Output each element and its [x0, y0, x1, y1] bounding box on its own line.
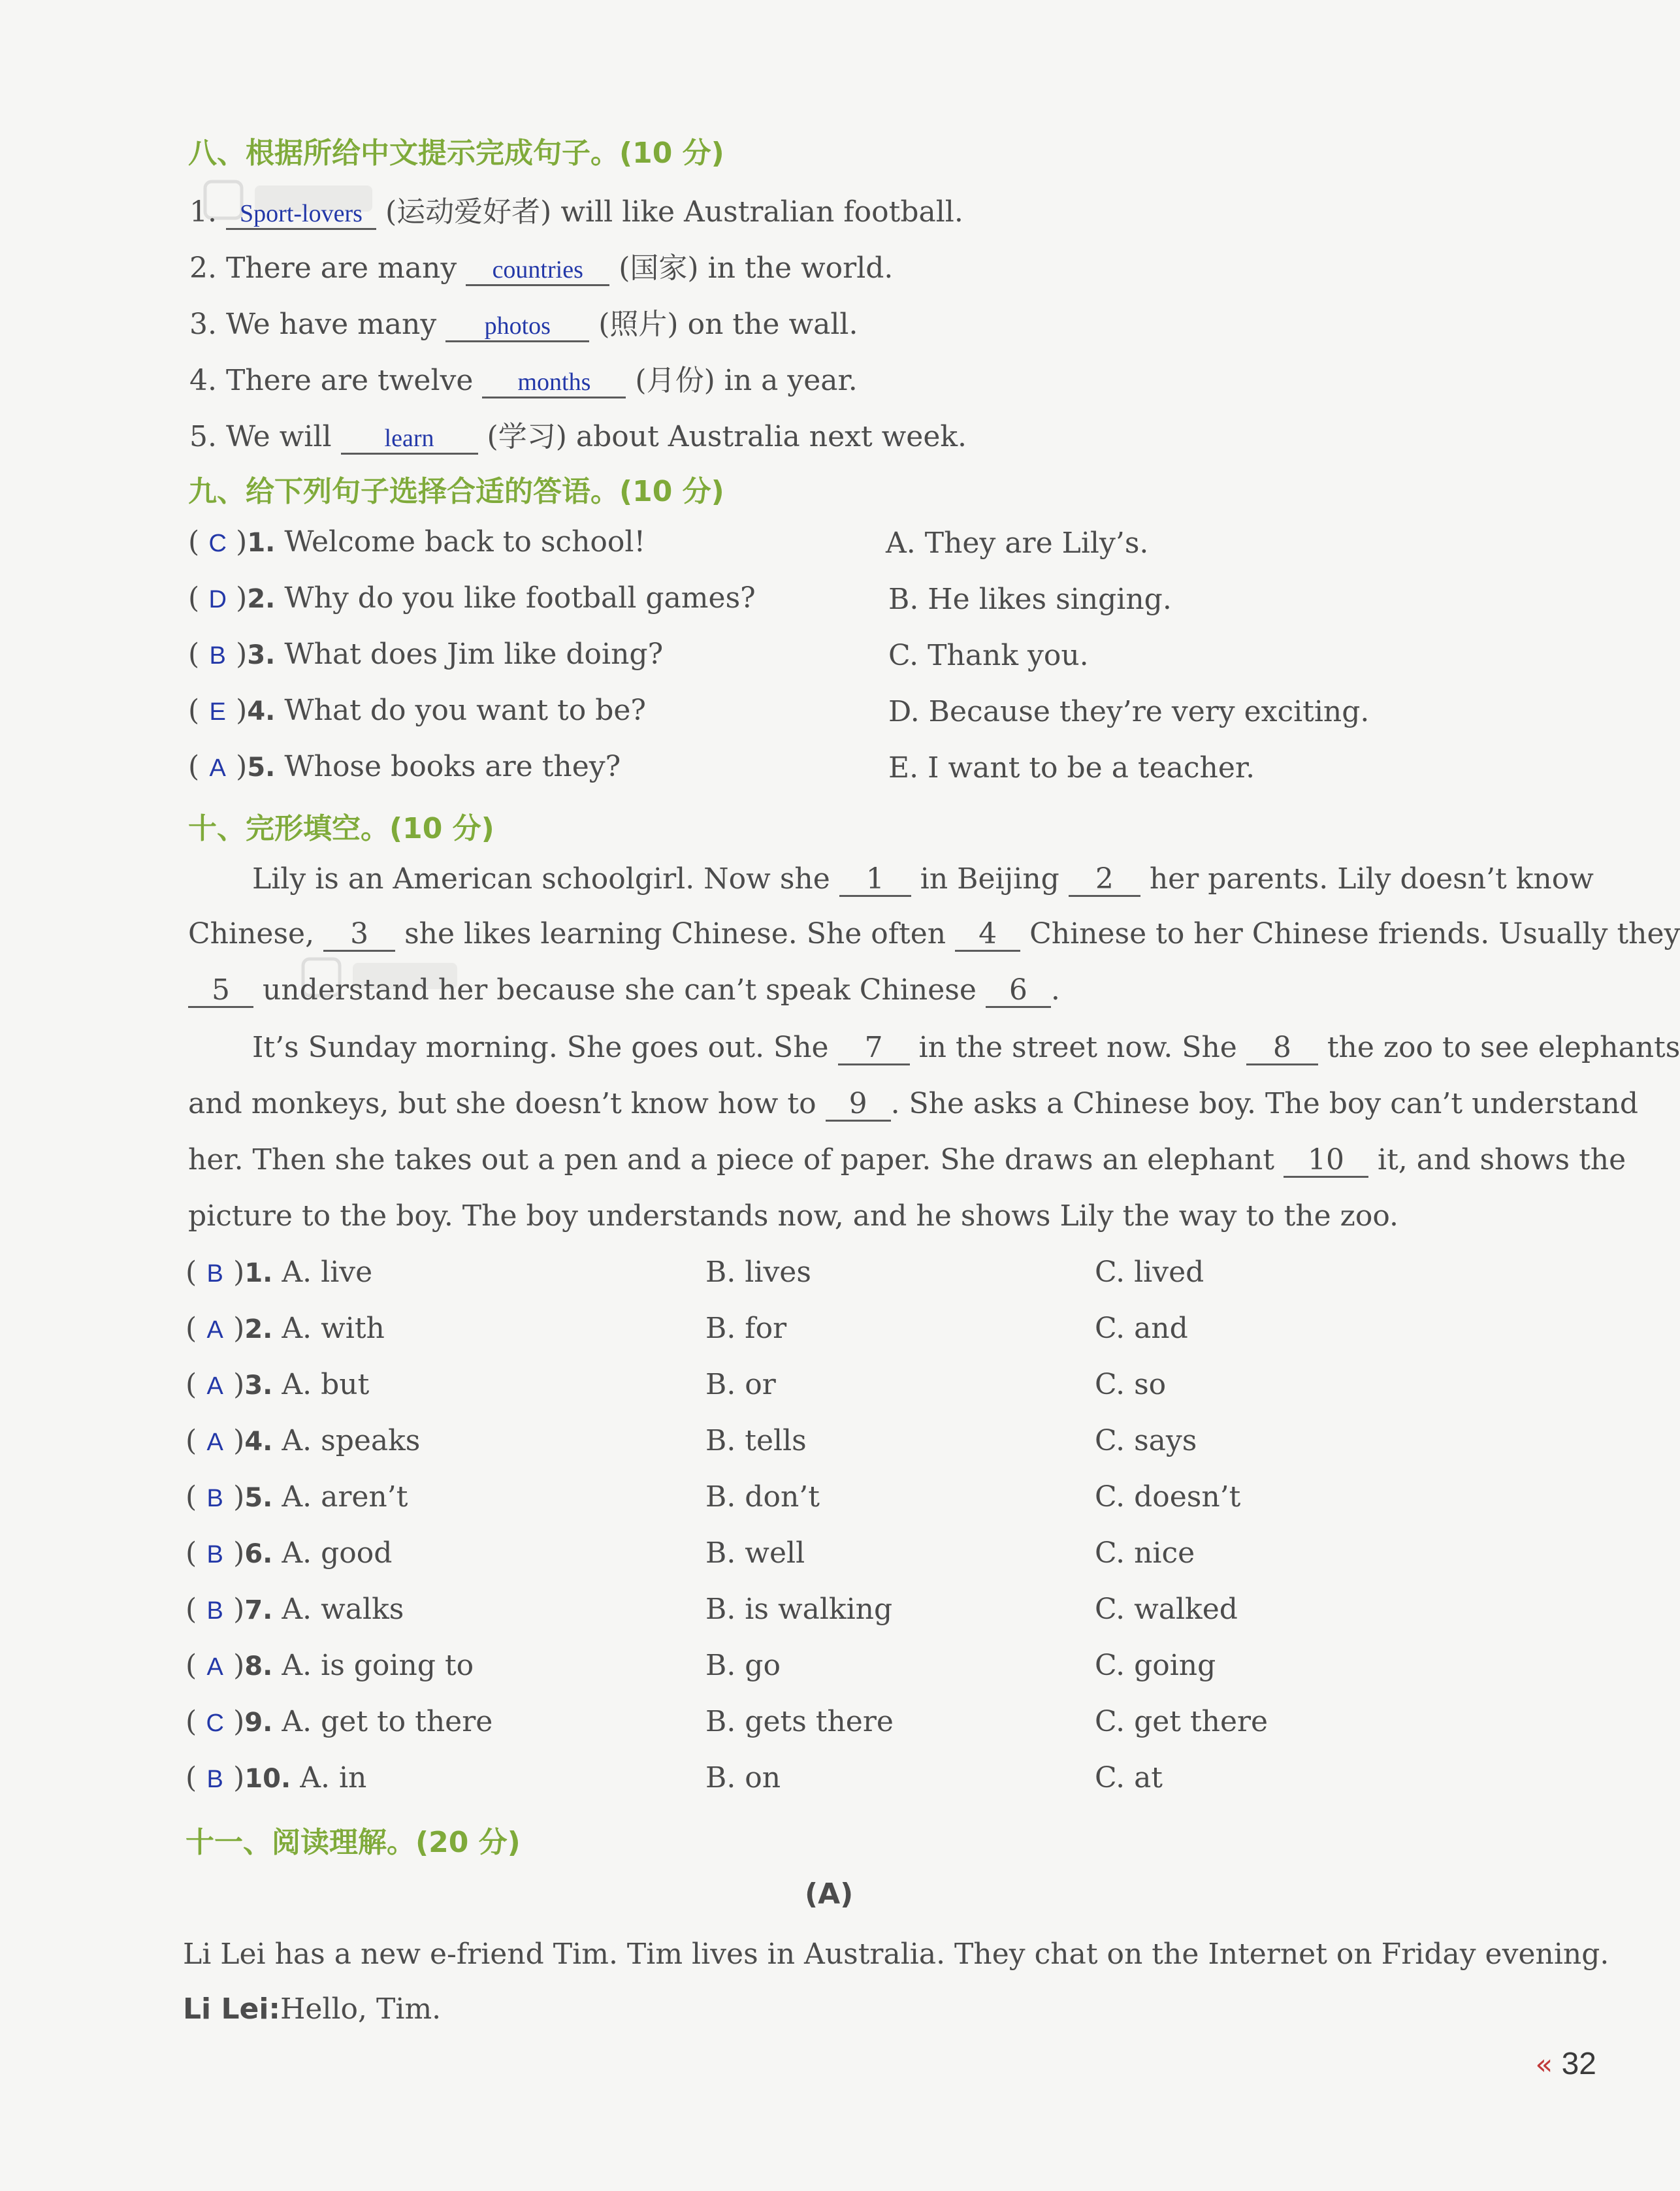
cloze-text: It’s Sunday morning. She goes out. She [252, 1031, 829, 1064]
cloze-option-row: ( A )2. A. with [186, 1312, 385, 1345]
s8-item-3-after: on the wall. [687, 308, 858, 341]
cloze-option-c: C. so [1095, 1368, 1167, 1401]
s8-item-4-num: 4. [189, 364, 217, 397]
cloze-text: Lily is an American schoolgirl. Now she [252, 862, 830, 896]
cloze-option-b: B. gets there [705, 1705, 894, 1738]
s8-item-5-after: about Australia next week. [575, 420, 967, 453]
cloze-item-num: 8. [244, 1651, 273, 1681]
page-number-tab [1535, 2046, 1596, 2082]
s9-answer-2: D [208, 586, 227, 613]
s8-item-4 [189, 357, 858, 398]
s8-item-3-blank [445, 309, 589, 342]
cloze-option-row: ( A )4. A. speaks [186, 1424, 421, 1457]
section-11-title: 十一、阅读理解。(20 分) [186, 1826, 521, 1859]
s8-item-4-hint: (月份) [635, 364, 715, 397]
s8-item-5-hint: (学习) [487, 420, 567, 453]
s9-answer-5: A [209, 755, 226, 782]
s9-question-4: ( E )4. What do you want to be? [188, 694, 647, 727]
s9-q4-text: What do you want to be? [284, 694, 647, 727]
cloze-answer: B [206, 1766, 223, 1793]
cloze-blank-2 [1069, 864, 1140, 897]
section-8-title: 八、根据所给中文提示完成句子。(10 分) [188, 137, 724, 170]
cloze-option-c: C. doesn’t [1095, 1480, 1241, 1514]
cloze-option-a: A. speaks [282, 1424, 421, 1457]
cloze-option-c: C. and [1095, 1312, 1188, 1345]
s8-item-3 [189, 300, 858, 342]
cloze-option-a: A. is going to [282, 1649, 474, 1682]
s8-item-4-before: There are twelve [225, 364, 474, 397]
s8-item-5-before: We will [225, 420, 332, 453]
s8-item-1-blank [226, 197, 376, 230]
cloze-option-a: A. but [282, 1368, 370, 1401]
s9-q5-num: 5. [247, 753, 276, 783]
s8-item-2-num: 2. [189, 252, 217, 285]
s9-question-2: ( D )2. Why do you like football games? [188, 581, 756, 615]
cloze-blank-1 [839, 864, 911, 897]
s8-item-2-blank [466, 253, 609, 286]
cloze-blank-6 [986, 975, 1051, 1008]
s9-option-e: E. I want to be a teacher. [888, 751, 1255, 785]
cloze-option-a: A. good [282, 1536, 393, 1570]
cloze-option-a: A. aren’t [282, 1480, 408, 1514]
cloze-p1-line3 [188, 973, 1060, 1008]
s9-answer-1: C [208, 530, 227, 557]
s8-item-3-num: 3. [189, 308, 217, 341]
cloze-blank-8 [1246, 1032, 1318, 1065]
cloze-option-row: ( A )3. A. but [186, 1368, 370, 1401]
passage-intro: Li Lei has a new e-friend Tim. Tim lives in Australia. They chat on the Internet on Friday evening. [183, 1938, 1609, 1971]
s8-item-5-answer: learn [384, 425, 434, 452]
cloze-option-c: C. lived [1095, 1256, 1204, 1289]
section-10-title: 十、完形填空。(10 分) [188, 812, 494, 845]
dialogue-line-1 [183, 1992, 441, 2026]
s8-item-2-before: There are many [225, 252, 457, 285]
cloze-option-a: A. in [300, 1761, 367, 1794]
cloze-blank-1-num: 1 [865, 862, 884, 896]
cloze-text: in the street now. She [918, 1031, 1237, 1064]
cloze-blank-8-num: 8 [1272, 1031, 1291, 1064]
cloze-blank-5 [188, 975, 253, 1008]
cloze-blank-7-num: 7 [864, 1031, 883, 1064]
cloze-option-a: A. with [282, 1312, 385, 1345]
s8-item-4-answer: months [517, 368, 591, 396]
cloze-p2-line1 [252, 1031, 1680, 1065]
s8-item-5-num: 5. [189, 420, 217, 453]
s9-q2-text: Why do you like football games? [284, 581, 756, 615]
cloze-answer: A [206, 1653, 223, 1681]
cloze-option-a: A. live [282, 1256, 373, 1289]
cloze-text: Chinese to her Chinese friends. Usually they [1029, 917, 1680, 950]
cloze-option-c: C. at [1095, 1761, 1163, 1794]
s8-item-3-before: We have many [225, 308, 437, 341]
cloze-option-c: C. nice [1095, 1536, 1195, 1570]
cloze-text: understand her because she can’t speak Chinese [263, 973, 977, 1007]
s9-option-b: B. He likes singing. [888, 583, 1172, 616]
s9-question-5: ( A )5. Whose books are they? [188, 750, 621, 783]
cloze-item-num: 7. [244, 1595, 273, 1625]
cloze-option-row: ( C )9. A. get to there [186, 1705, 493, 1738]
s8-item-2-answer: countries [492, 256, 583, 284]
cloze-blank-6-num: 6 [1009, 973, 1027, 1007]
cloze-answer: B [206, 1541, 223, 1568]
cloze-item-num: 4. [244, 1427, 273, 1457]
cloze-p1-line1 [252, 862, 1594, 897]
dialogue-text: Hello, Tim. [280, 1992, 442, 2026]
s8-item-2 [189, 244, 893, 286]
cloze-text: and monkeys, but she doesn’t know how to [188, 1087, 816, 1120]
section-9-title: 九、给下列句子选择合适的答语。(10 分) [188, 475, 724, 508]
s9-q1-text: Welcome back to school! [284, 525, 646, 559]
s9-question-1: ( C )1. Welcome back to school! [188, 525, 646, 559]
cloze-p2-line3 [188, 1143, 1626, 1178]
cloze-blank-3-num: 3 [350, 917, 369, 950]
s8-item-1 [189, 188, 963, 230]
s9-q2-num: 2. [247, 584, 276, 614]
cloze-p2-line4: picture to the boy. The boy understands now, and he shows Lily the way to the zoo. [188, 1199, 1399, 1233]
s8-item-4-blank [482, 365, 626, 398]
cloze-item-num: 1. [244, 1258, 273, 1288]
cloze-text: her. Then she takes out a pen and a piece of paper. She draws an elephant [188, 1143, 1275, 1177]
s9-q1-num: 1. [247, 528, 276, 558]
cloze-option-c: C. walked [1095, 1593, 1238, 1626]
speaker-name: Li Lei: [183, 1992, 280, 2026]
cloze-blank-10-num: 10 [1308, 1143, 1345, 1177]
cloze-option-b: B. well [705, 1536, 805, 1570]
s9-option-a: A. They are Lily’s. [886, 527, 1149, 560]
cloze-answer: A [206, 1316, 223, 1344]
s8-item-1-num: 1. [189, 195, 217, 229]
cloze-item-num: 5. [244, 1483, 273, 1513]
s9-q3-num: 3. [247, 640, 276, 670]
s9-answer-4: E [209, 698, 226, 726]
cloze-item-num: 2. [244, 1314, 273, 1344]
cloze-blank-4 [955, 918, 1020, 952]
double-chevron-left-icon: « [1535, 2048, 1553, 2081]
s8-item-2-after: in the world. [707, 252, 894, 285]
s8-item-5 [189, 413, 967, 455]
cloze-option-b: B. on [705, 1761, 781, 1794]
cloze-option-row: ( B )10. A. in [186, 1761, 367, 1794]
s8-item-4-after: in a year. [724, 364, 858, 397]
cloze-blank-7 [838, 1032, 910, 1065]
cloze-answer: A [206, 1429, 223, 1456]
s9-option-d: D. Because they’re very exciting. [888, 695, 1370, 728]
s9-question-3: ( B )3. What does Jim like doing? [188, 638, 664, 671]
cloze-blank-3 [323, 918, 395, 952]
cloze-text: in Beijing [920, 862, 1059, 896]
cloze-text: her parents. Lily doesn’t know [1149, 862, 1594, 896]
cloze-option-row: ( A )8. A. is going to [186, 1649, 474, 1682]
s8-item-3-hint: (照片) [598, 308, 679, 341]
cloze-text: she likes learning Chinese. She often [404, 917, 946, 950]
cloze-option-b: B. tells [705, 1424, 807, 1457]
s9-q5-text: Whose books are they? [284, 750, 621, 783]
cloze-option-row: ( B )7. A. walks [186, 1593, 404, 1626]
s9-answer-3: B [209, 642, 226, 670]
cloze-blank-10 [1284, 1144, 1368, 1178]
cloze-option-b: B. or [705, 1368, 776, 1401]
cloze-item-num: 6. [244, 1539, 273, 1569]
cloze-p2-line2 [188, 1087, 1638, 1122]
cloze-blank-5-num: 5 [212, 973, 230, 1007]
s8-item-5-blank [341, 421, 478, 455]
cloze-option-row: ( B )5. A. aren’t [186, 1480, 408, 1514]
cloze-answer: B [206, 1597, 223, 1625]
s9-q3-text: What does Jim like doing? [284, 638, 664, 671]
cloze-text: . She asks a Chinese boy. The boy can’t understand [890, 1087, 1638, 1120]
s8-item-1-hint: (运动爱好者) [385, 195, 552, 229]
cloze-text: it, and shows the [1378, 1143, 1626, 1177]
cloze-option-b: B. lives [705, 1256, 811, 1289]
s8-item-1-answer: Sport-lovers [240, 200, 363, 227]
s8-item-3-answer: photos [484, 312, 551, 340]
cloze-blank-4-num: 4 [978, 917, 997, 950]
cloze-answer: C [206, 1710, 224, 1737]
passage-subtitle: (A) [805, 1877, 854, 1911]
cloze-text: . [1050, 973, 1060, 1007]
cloze-blank-2-num: 2 [1095, 862, 1114, 896]
page-number: 32 [1561, 2047, 1596, 2081]
cloze-blank-9 [826, 1088, 891, 1122]
cloze-answer: B [206, 1260, 223, 1288]
cloze-text: Chinese, [188, 917, 315, 950]
cloze-item-num: 3. [244, 1371, 273, 1401]
cloze-option-c: C. says [1095, 1424, 1197, 1457]
cloze-answer: A [206, 1372, 223, 1400]
cloze-option-b: B. don’t [705, 1480, 820, 1514]
s8-item-2-hint: (国家) [619, 252, 699, 285]
s9-option-c: C. Thank you. [888, 639, 1089, 672]
cloze-text: the zoo to see elephants [1327, 1031, 1680, 1064]
cloze-option-b: B. is walking [705, 1593, 893, 1626]
cloze-option-row: ( B )6. A. good [186, 1536, 393, 1570]
cloze-option-c: C. going [1095, 1649, 1216, 1682]
cloze-item-num: 10. [244, 1764, 291, 1794]
cloze-item-num: 9. [244, 1708, 273, 1738]
cloze-option-c: C. get there [1095, 1705, 1268, 1738]
cloze-p1-line2 [188, 917, 1680, 952]
cloze-option-row: ( B )1. A. live [186, 1256, 373, 1289]
s8-item-1-after: will like Australian football. [560, 195, 963, 229]
cloze-blank-9-num: 9 [848, 1087, 867, 1120]
s9-q4-num: 4. [247, 696, 276, 726]
cloze-answer: B [206, 1485, 223, 1512]
cloze-option-a: A. walks [282, 1593, 404, 1626]
cloze-option-b: B. for [705, 1312, 787, 1345]
cloze-option-b: B. go [705, 1649, 781, 1682]
cloze-option-a: A. get to there [282, 1705, 493, 1738]
